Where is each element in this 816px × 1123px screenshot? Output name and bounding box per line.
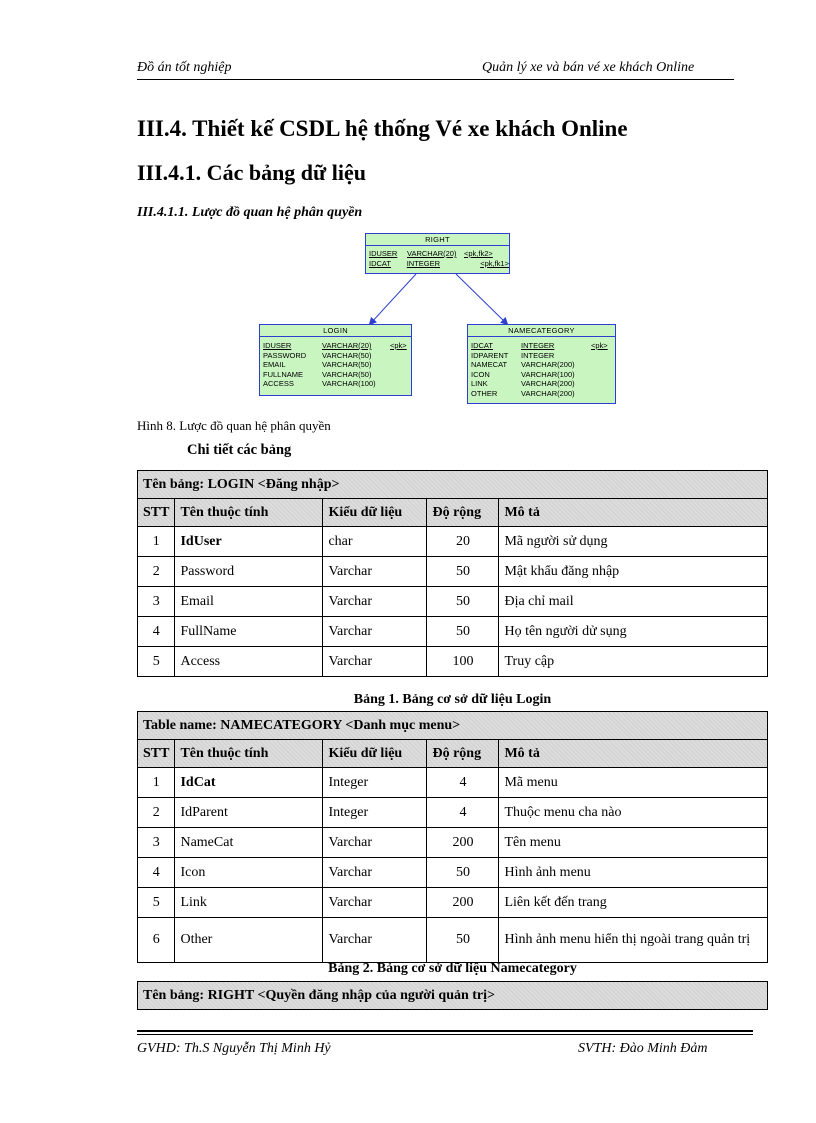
field-name: IDUSER <box>369 249 398 258</box>
footer-left: GVHD: Th.S Nguyễn Thị Minh Hỷ <box>137 1041 331 1056</box>
field-name: IDPARENT <box>471 350 509 360</box>
cell-description: Liên kết đến trang <box>499 888 768 918</box>
cell-type: Varchar <box>323 918 427 963</box>
cell-description: Thuộc menu cha nào <box>499 798 768 828</box>
table-row <box>138 527 768 557</box>
field-type: VARCHAR(50) <box>322 360 372 369</box>
cell-attribute: Email <box>175 587 323 617</box>
table-row <box>138 888 768 918</box>
column-header: Độ rộng <box>427 740 499 768</box>
table-row <box>138 617 768 647</box>
table-row <box>138 828 768 858</box>
field-name: EMAIL <box>263 360 286 369</box>
entity-title: NAMECATEGORY <box>468 325 615 337</box>
column-header: Tên thuộc tính <box>175 740 323 768</box>
cell-width: 50 <box>427 557 499 587</box>
field-type: VARCHAR(50) <box>322 350 372 360</box>
cell-attribute: Other <box>175 918 323 963</box>
cell-width: 50 <box>427 918 499 963</box>
cell-type: Varchar <box>323 557 427 587</box>
footer-rule <box>137 1030 753 1032</box>
table2-caption: Bảng 2. Bảng cơ sở dữ liệu Namecategory <box>328 961 577 976</box>
field-type: INTEGER <box>521 350 555 360</box>
field-name: PASSWORD <box>263 350 307 360</box>
cell-stt: 1 <box>138 768 175 798</box>
section-heading: III.4. Thiết kế CSDL hệ thống Vé xe khách Online <box>137 116 628 141</box>
field-key: <pk> <box>390 341 407 350</box>
column-header: STT <box>138 740 175 768</box>
field-type: VARCHAR(20) <box>407 249 457 258</box>
table-row <box>138 918 768 963</box>
cell-width: 100 <box>427 647 499 677</box>
cell-type: Varchar <box>323 858 427 888</box>
login-table <box>137 470 768 677</box>
cell-description: Mã người sử dụng <box>499 527 768 557</box>
cell-type: Integer <box>323 798 427 828</box>
cell-attribute: Password <box>175 557 323 587</box>
cell-stt: 1 <box>138 527 175 557</box>
column-header: Kiểu dữ liệu <box>323 499 427 527</box>
header-right: Quản lý xe và bán vé xe khách Online <box>482 60 695 75</box>
cell-description: Họ tên người dử sụng <box>499 617 768 647</box>
entity-login <box>259 324 412 396</box>
subsection-heading: III.4.1. Các bảng dữ liệu <box>137 160 366 185</box>
figure-caption: Hình 8. Lược đồ quan hệ phân quyền <box>137 418 331 433</box>
table-row <box>138 858 768 888</box>
field-type: VARCHAR(100) <box>521 369 575 379</box>
namecategory-table <box>137 711 768 963</box>
cell-type: Varchar <box>323 647 427 677</box>
table-row <box>138 768 768 798</box>
cell-description: Địa chỉ mail <box>499 587 768 617</box>
field-name: FULLNAME <box>263 369 304 379</box>
table-row <box>138 587 768 617</box>
cell-description: Mã menu <box>499 768 768 798</box>
field-name: NAMECAT <box>471 360 508 369</box>
cell-type: Varchar <box>323 617 427 647</box>
field-name: IDCAT <box>471 341 493 350</box>
cell-attribute: FullName <box>175 617 323 647</box>
field-type: VARCHAR(200) <box>521 360 575 369</box>
field-key: <pk> <box>591 341 608 350</box>
cell-type: Varchar <box>323 888 427 918</box>
column-header: Kiểu dữ liệu <box>323 740 427 768</box>
cell-stt: 5 <box>138 647 175 677</box>
field-name: IDCAT <box>369 258 391 268</box>
field-type: VARCHAR(20) <box>322 341 372 350</box>
column-header: Độ rộng <box>427 499 499 527</box>
cell-stt: 4 <box>138 858 175 888</box>
cell-width: 20 <box>427 527 499 557</box>
field-type: INTEGER <box>406 258 441 268</box>
subsubsection-heading: III.4.1.1. Lược đồ quan hệ phân quyền <box>137 205 363 220</box>
field-type: INTEGER <box>521 341 555 350</box>
field-name: ICON <box>471 369 490 379</box>
field-name: IDUSER <box>263 341 292 350</box>
field-type: VARCHAR(100) <box>322 379 376 388</box>
footer-rule-thin <box>137 1034 753 1035</box>
cell-attribute: Link <box>175 888 323 918</box>
cell-description: Hình ảnh menu <box>499 858 768 888</box>
field-name: LINK <box>471 379 488 388</box>
field-name: OTHER <box>471 388 498 398</box>
cell-width: 4 <box>427 768 499 798</box>
header-left: Đồ án tốt nghiệp <box>137 60 232 75</box>
cell-stt: 4 <box>138 617 175 647</box>
field-type: VARCHAR(200) <box>521 379 575 388</box>
cell-description: Hình ảnh menu hiển thị ngoài trang quản trị <box>499 918 768 963</box>
cell-width: 200 <box>427 888 499 918</box>
right-to-namecategory-link <box>456 274 507 324</box>
field-key: <pk,fk1> <box>480 258 509 268</box>
entity-namecategory <box>467 324 616 404</box>
field-type: VARCHAR(50) <box>322 369 372 379</box>
cell-type: char <box>323 527 427 557</box>
cell-width: 50 <box>427 587 499 617</box>
cell-stt: 2 <box>138 798 175 828</box>
cell-type: Integer <box>323 768 427 798</box>
field-type: VARCHAR(200) <box>521 388 575 398</box>
cell-attribute: IdCat <box>175 768 323 798</box>
table-title: Tên bảng: RIGHT <Quyền đăng nhập của người quản trị> <box>138 982 768 1010</box>
entity-title: LOGIN <box>260 325 411 337</box>
er-diagram <box>0 0 816 420</box>
entity-right <box>365 233 510 274</box>
cell-width: 4 <box>427 798 499 828</box>
column-header: STT <box>138 499 175 527</box>
table1-caption: Bảng 1. Bảng cơ sở dữ liệu Login <box>353 692 552 707</box>
entity-title: RIGHT <box>366 234 509 246</box>
cell-type: Varchar <box>323 587 427 617</box>
column-header: Tên thuộc tính <box>175 499 323 527</box>
cell-attribute: Icon <box>175 858 323 888</box>
column-header: Mô tả <box>499 499 768 527</box>
field-name: ACCESS <box>263 379 294 388</box>
cell-type: Varchar <box>323 828 427 858</box>
table-row <box>138 647 768 677</box>
right-table <box>137 981 768 1010</box>
cell-stt: 6 <box>138 918 175 963</box>
table-title: Tên bảng: LOGIN <Đăng nhập> <box>138 471 768 499</box>
cell-attribute: IdUser <box>175 527 323 557</box>
cell-stt: 3 <box>138 828 175 858</box>
table-title: Table name: NAMECATEGORY <Danh mục menu> <box>138 712 768 740</box>
cell-width: 50 <box>427 858 499 888</box>
cell-attribute: NameCat <box>175 828 323 858</box>
footer-right: SVTH: Đào Minh Đảm <box>578 1041 708 1056</box>
right-to-login-link <box>370 274 416 324</box>
cell-attribute: Access <box>175 647 323 677</box>
cell-stt: 2 <box>138 557 175 587</box>
cell-description: Tên menu <box>499 828 768 858</box>
column-header: Mô tả <box>499 740 768 768</box>
cell-attribute: IdParent <box>175 798 323 828</box>
details-heading: Chi tiết các bảng <box>187 442 292 458</box>
table-row <box>138 798 768 828</box>
table-row <box>138 557 768 587</box>
cell-stt: 5 <box>138 888 175 918</box>
cell-description: Truy cập <box>499 647 768 677</box>
field-key: <pk,fk2> <box>464 249 493 258</box>
cell-description: Mật khẩu đăng nhập <box>499 557 768 587</box>
cell-width: 50 <box>427 617 499 647</box>
cell-width: 200 <box>427 828 499 858</box>
cell-stt: 3 <box>138 587 175 617</box>
